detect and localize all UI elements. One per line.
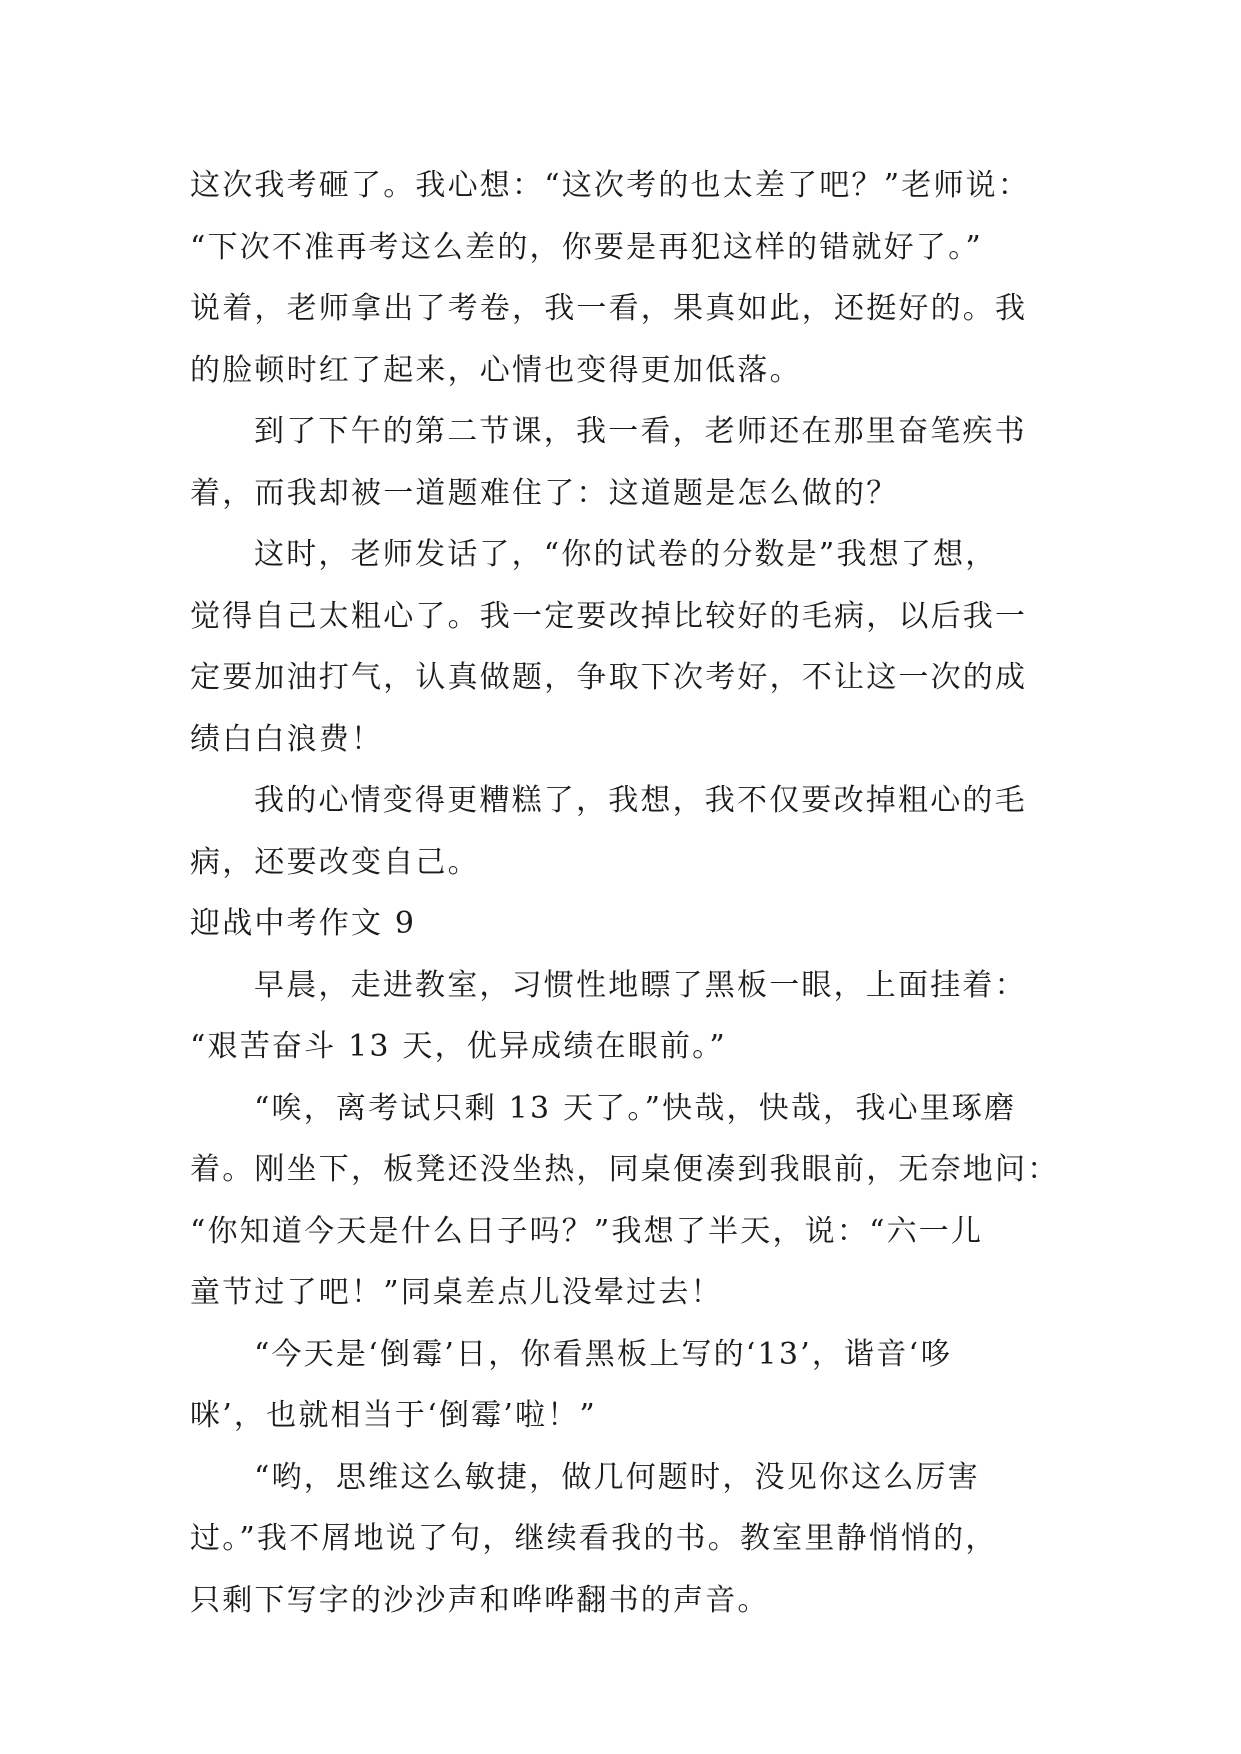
text-line: 童节过了吧！”同桌差点儿没晕过去！ <box>190 1275 723 1310</box>
text-line: 着，而我却被一道题难住了：这道题是怎么做的？ <box>190 475 899 511</box>
document-page <box>190 155 1090 1631</box>
paragraph-start-line: “唉，离考试只剩 13 天了。”快哉，快哉，我心里琢磨 <box>254 1090 1017 1126</box>
text-line: 过。”我不屑地说了句，继续看我的书。教室里静悄悄的， <box>190 1521 998 1556</box>
text-line: 说着，老师拿出了考卷，我一看，果真如此，还挺好的。我 <box>190 291 1028 326</box>
text-line: 只剩下写字的沙沙声和哗哗翻书的声音。 <box>190 1582 770 1618</box>
text-line: 病，还要改变自己。 <box>190 844 480 880</box>
text-line: “你知道今天是什么日子吗？”我想了半天，说：“六一儿 <box>190 1213 984 1249</box>
text-line: 绩白白浪费！ <box>190 721 384 757</box>
paragraph-start-line: “今天是‘倒霉’日，你看黑板上写的‘13’，谐音‘哆 <box>254 1336 953 1372</box>
text-line: 的脸顿时红了起来，心情也变得更加低落。 <box>190 352 802 388</box>
section-heading: 迎战中考作文 9 <box>190 906 417 941</box>
paragraph-start-line: 我的心情变得更糟糕了，我想，我不仅要改掉粗心的毛 <box>254 783 1027 818</box>
paragraph-start-line: 早晨，走进教室，习惯性地瞟了黑板一眼，上面挂着： <box>254 967 1027 1003</box>
paragraph-start-line: “哟，思维这么敏捷，做几何题时，没见你这么厉害 <box>254 1459 980 1495</box>
text-line: 这次我考砸了。我心想：“这次考的也太差了吧？”老师说： <box>190 168 1031 203</box>
text-line: 觉得自己太粗心了。我一定要改掉比较好的毛病，以后我一 <box>190 598 1028 634</box>
text-line: “下次不准再考这么差的，你要是再犯这样的错就好了。” <box>190 229 983 265</box>
text-line: 着。刚坐下，板凳还没坐热，同桌便凑到我眼前，无奈地问： <box>190 1152 1060 1187</box>
text-line: 咪’，也就相当于‘倒霉’啦！” <box>190 1398 597 1433</box>
text-line: “艰苦奋斗 13 天，优异成绩在眼前。” <box>190 1029 727 1064</box>
paragraph-start-line: 到了下午的第二节课，我一看，老师还在那里奋笔疾书 <box>254 414 1027 449</box>
text-line: 定要加油打气，认真做题，争取下次考好，不让这一次的成 <box>190 660 1028 695</box>
paragraph-start-line: 这时，老师发话了，“你的试卷的分数是”我想了想， <box>254 537 998 572</box>
